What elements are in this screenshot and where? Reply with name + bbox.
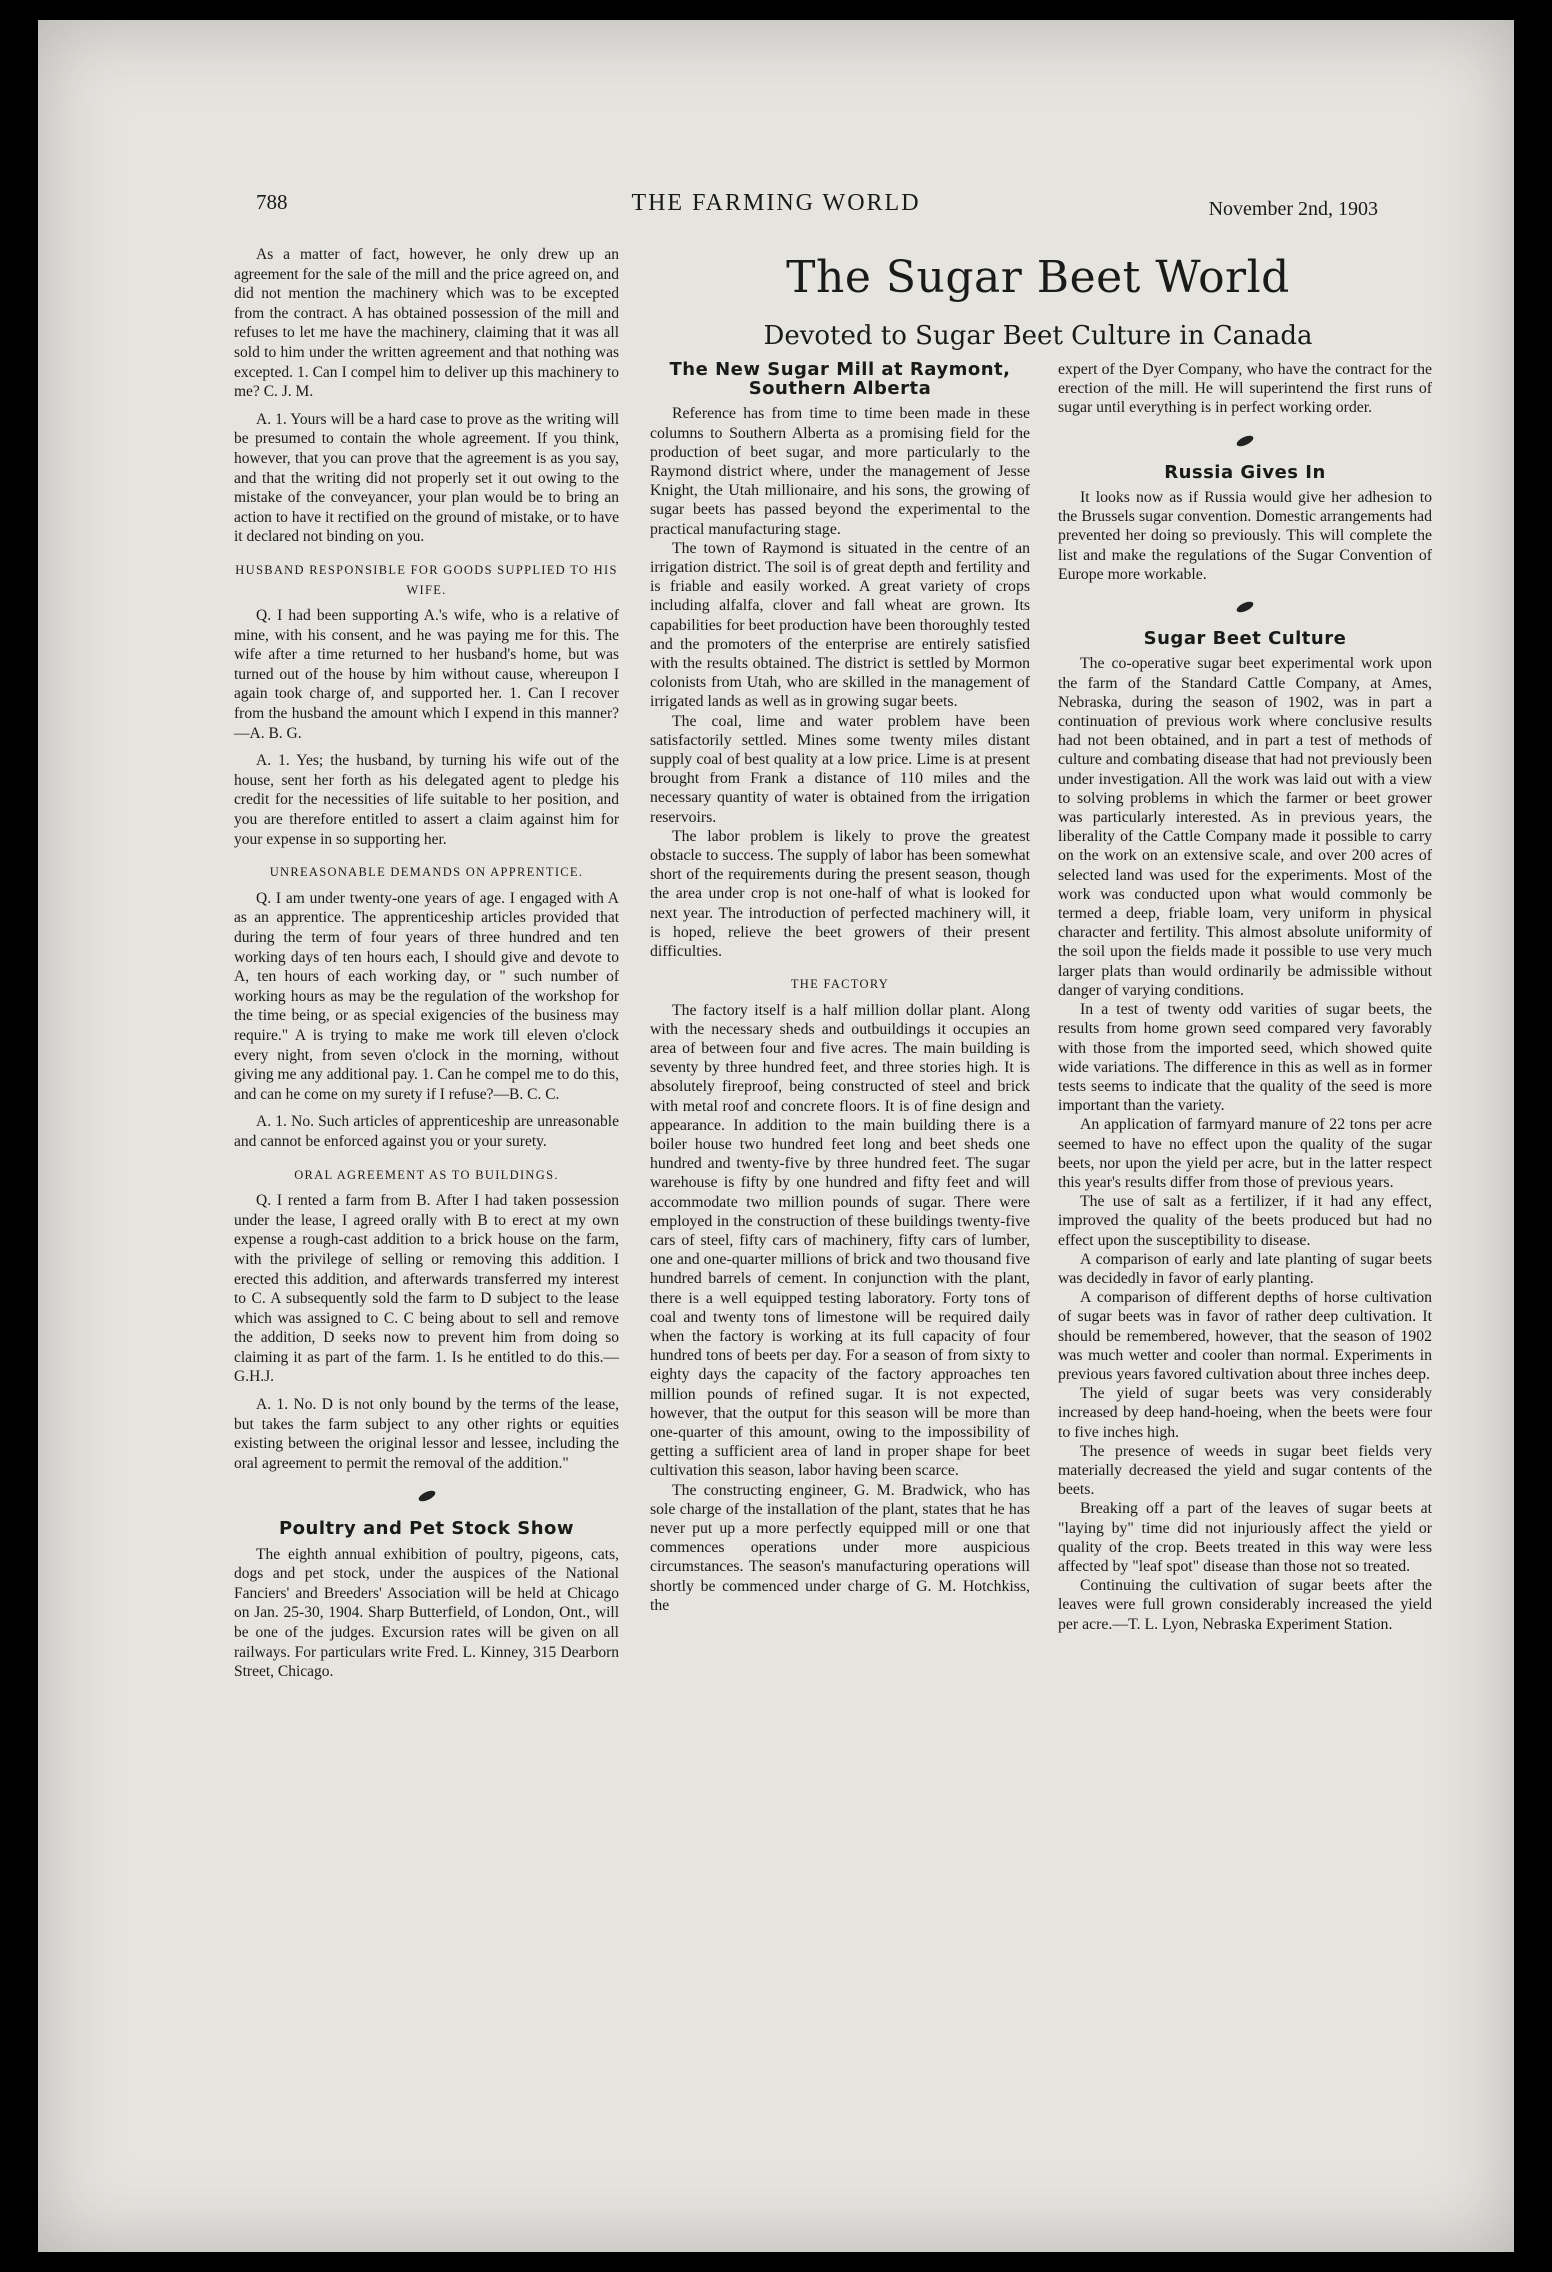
issue-date: November 2nd, 1903 [1208, 198, 1378, 220]
section-title: The Sugar Beet World [786, 252, 1290, 303]
paragraph: The yield of sugar beets was very considerably increased by deep hand-hoeing, when the beets were four to five inches high. [1058, 1385, 1432, 1441]
paragraph: The factory itself is a half million dollar plant. Along with the necessary sheds and outbuildings it occupies an area of between four and five acres. The main building is seventy by three hundred feet, and three stories high. It is absolutely fireproof, being constructed of steel and brick with metal roof and concrete floors. It is of fine design and appearance. In addition to the main building there is a boiler house two hundred feet long and beet sheds one hundred and twenty-five by three hundred feet. The sugar warehouse is fifty by one hundred and fifty feet and will accommodate two million pounds of sugar. There were employed in the construction of these buildings twenty-five cars of steel, fifty cars of machinery, fifty cars of lumber, one and one-quarter millions of brick and two thousand five hundred barrels of cement. In conjunction with the plant, there is a well equipped testing laboratory. Forty tons of coal and twenty tons of limestone will be required daily when the factory is working at its full capacity of four hundred tons of beets per day. For a season of from sixty to eighty days the capacity of the factory approaches ten million pounds of refined sugar. It is not expected, however, that the output for this season will be more than one-quarter of this amount, owing to the impossibility of getting a sufficient area of land in proper shape for beet cultivation this season, labor having been scarce. [650, 1001, 1030, 1480]
paragraph: An application of farmyard manure of 22 tons per acre seemed to have no effect upon the quality of the sugar beets, nor upon the yield per acre, but in the latter respect this year's results differ from those of previous years. [1058, 1116, 1432, 1191]
column-beet-culture [1058, 360, 1432, 1634]
paragraph: The presence of weeds in sugar beet fields very materially decreased the yield and sugar contents of the beets. [1058, 1442, 1432, 1499]
column-sugar-mill [650, 360, 1030, 1615]
paragraph: The use of salt as a fertilizer, if it had any effect, improved the quality of the beets produced but had no effect upon the susceptibility to disease. [1058, 1193, 1432, 1249]
column-legal-qa [234, 245, 619, 1682]
paragraph: A. 1. Yours will be a hard case to prove as the writing will be presumed to contain the whole agreement. If you think, however, that you can prove that the agreement is as you say, and that the writing did not properly set it out owing to the mistake of the conveyancer, your plan would be to bring an action to have it rectified on the ground of mistake, or to have it declared not binding on you. [234, 410, 619, 546]
paragraph: A. 1. No. D is not only bound by the terms of the lease, but takes the farm subject to any other rights or equities existing between the original lessor and lessee, including the oral agreement to permit the removal of the addition." [234, 1396, 619, 1472]
paragraph: Q. I am under twenty-one years of age. I engaged with A as an apprentice. The apprenticeship articles provided that during the term of four years of three hundred and ten working days of ten hours each, I should give and devote to A, ten hours of each working day, or " such number of working hours as may be the regulation of the workshop for the time being, or as special exigencies of the business may require." A is trying to make me work till eleven o'clock every night, from seven o'clock in the morning, without giving me any additional pay. 1. Can he compel me to do this, and can he come on my surety if I refuse?—B. C. C. [234, 889, 619, 1103]
ornament-leaf-icon [234, 1485, 619, 1505]
page-number: 788 [256, 190, 288, 214]
paragraph: The co-operative sugar beet experimental work upon the farm of the Standard Cattle Company, at Ames, Nebraska, during the season of 1902, was in part a continuation of previous work where conclusive results had not been obtained, and in part a test of methods of culture and combating disease that had not previously been under investigation. All the work was laid out with a view to solving problems in which the farmer or beet grower was particularly interested. As in previous years, the liberality of the Cattle Company made it possible to carry on the work on an extensive scale, and over 200 acres of selected land was used for the experiments. Most of the work was conducted upon what would commonly be termed a deep, friable loam, very uniform in physical character and fertility. This almost absolute uniformity of the soil upon the fields made it possible to use very much larger plats than would ordinarily be admissible without danger of varying conditions. [1058, 655, 1432, 999]
question-heading: HUSBAND RESPONSIBLE FOR GOODS SUPPLIED TO HIS WIFE. [235, 562, 618, 597]
question-heading: UNREASONABLE DEMANDS ON APPRENTICE. [269, 865, 584, 880]
paragraph: Q. I had been supporting A.'s wife, who is a relative of mine, with his consent, and he was paying me for this. The wife after a time returned to her husband's home, but was turned out of the house by him without cause, whereupon I again took charge of, and supported her. 1. Can I recover from the husband the amount which I expend in this manner?—A. B. G. [234, 607, 619, 742]
ornament-leaf-icon [1058, 430, 1432, 449]
paragraph: Continuing the cultivation of sugar beets after the leaves were full grown considerably increased the yield per acre.—T. L. Lyon, Nebraska Experiment Station. [1058, 1577, 1432, 1633]
section-subtitle: Devoted to Sugar Beet Culture in Canada [763, 321, 1313, 351]
paragraph: It looks now as if Russia would give her adhesion to the Brussels sugar convention. Domestic arrangements had prevented her doing so previously. This will complete the list and make the regulations of the Sugar Convention of Europe more workable. [1058, 489, 1432, 583]
paragraph: As a matter of fact, however, he only drew up an agreement for the sale of the mill and the price agreed on, and did not mention the machinery which was to be excepted from the contract. A has obtained possession of the mill and refuses to let me have the machinery, claiming that it was all sold to him under the written agreement and that nothing was excepted. 1. Can I compel him to deliver up this machinery to me? C. J. M. [234, 246, 619, 401]
masthead: THE FARMING WORLD [631, 190, 921, 216]
paragraph: The coal, lime and water problem have been satisfactorily settled. Mines some twenty miles distant supply coal of best quality at a low price. Lime is at present brought from Frank a distance of 110 miles and the necessary quantity of water is obtained from the irrigation reservoirs. [650, 712, 1030, 826]
article-heading: Sugar Beet Culture [1143, 628, 1347, 650]
paragraph: The town of Raymond is situated in the centre of an irrigation district. The soil is of great depth and fertility and is friable and easily worked. A great variety of crops including alfalfa, clover and fall wheat are grown. Its capabilities for beet production have been thoroughly tested and the promoters of the enterprise are entirely satisfied with the results obtained. The district is settled by Mormon colonists from Utah, who are skilled in the management of irrigated lands as well as in growing sugar beets. [650, 539, 1030, 711]
paragraph: expert of the Dyer Company, who have the contract for the erection of the mill. He will superintend the first runs of sugar until everything is in perfect working order. [1058, 361, 1432, 417]
section-banner [628, 252, 1448, 351]
sub-heading: THE FACTORY [790, 977, 890, 992]
paragraph: A comparison of early and late planting of sugar beets was decidedly in favor of early planting. [1058, 1250, 1432, 1287]
article-heading: Poultry and Pet Stock Show [278, 1518, 575, 1540]
paragraph: Breaking off a part of the leaves of sugar beets at "laying by" time did not injuriously affect the yield or quality of the crop. Beets treated in this way were less affected by "leaf spot" disease than those not so treated. [1058, 1500, 1432, 1575]
question-heading: ORAL AGREEMENT AS TO BUILDINGS. [294, 1167, 559, 1182]
ornament-leaf-icon [1058, 596, 1432, 615]
paragraph: The constructing engineer, G. M. Bradwick, who has sole charge of the installation of the plant, states that he has never put up a more perfectly equipped mill or one that commences operations under more auspicious circumstances. The season's manufacturing operations will shortly be commenced under charge of G. M. Hotchkiss, the [650, 1481, 1030, 1614]
article-heading: Russia Gives In [1164, 461, 1326, 483]
paragraph: In a test of twenty odd varities of sugar beets, the results from home grown seed compared very favorably with those from the imported seed, which showed quite wide variations. The difference in this as well as in former tests seems to indicate that the quality of the seed is more important than the variety. [1058, 1001, 1432, 1115]
paragraph: A. 1. No. Such articles of apprenticeship are unreasonable and cannot be enforced against you or your surety. [234, 1113, 619, 1150]
article-heading: The New Sugar Mill at Raymont, Southern Alberta [669, 359, 1011, 400]
page-header [38, 190, 1514, 230]
paragraph: A. 1. Yes; the husband, by turning his wife out of the house, sent her forth as his delegated agent to pledge his credit for the necessities of life suitable to her position, and you are therefore entitled to assert a claim against him for your expense in so supporting her. [234, 752, 619, 848]
newspaper-page [38, 20, 1514, 2252]
paragraph: Reference has from time to time been made in these columns to Southern Alberta as a promising field for the production of beet sugar, and more particularly to the Raymond district where, under the management of Jesse Knight, the Utah millionaire, and his sons, the growing of sugar beets has passed beyond the experimental to the practical manufacturing stage. [650, 405, 1030, 538]
paragraph: Q. I rented a farm from B. After I had taken possession under the lease, I agreed orally with B to erect at my own expense a rough-cast addition to a brick house on the farm, with the privilege of selling or removing this addition. I erected this addition, and afterwards transferred my interest to C. A subsequently sold the farm to D subject to the lease which was assigned to C. C being about to sell and remove the addition, D seeks now to prevent him from doing so claiming it as part of the farm. 1. Is he entitled to do this.—G.H.J. [234, 1192, 619, 1386]
paragraph: The eighth annual exhibition of poultry, pigeons, cats, dogs and pet stock, under the auspices of the National Fanciers' and Breeders' Association will be held at Chicago on Jan. 25-30, 1904. Sharp Butterfield, of London, Ont., will be one of the judges. Excursion rates will be given on all railways. For particulars write Fred. L. Kinney, 315 Dearborn Street, Chicago. [234, 1545, 619, 1681]
paragraph: A comparison of different depths of horse cultivation of sugar beets was in favor of rather deep cultivation. It should be remembered, however, that the season of 1902 was much wetter and cooler than normal. Experiments in previous years favored cultivation about three inches deep. [1058, 1289, 1432, 1383]
paragraph: The labor problem is likely to prove the greatest obstacle to success. The supply of labor has been somewhat short of the requirements during the present season, though the area under crop is not one-half of what is looked for next year. The introduction of perfected machinery will, it is hoped, relieve the beet growers of their present difficulties. [650, 827, 1030, 961]
